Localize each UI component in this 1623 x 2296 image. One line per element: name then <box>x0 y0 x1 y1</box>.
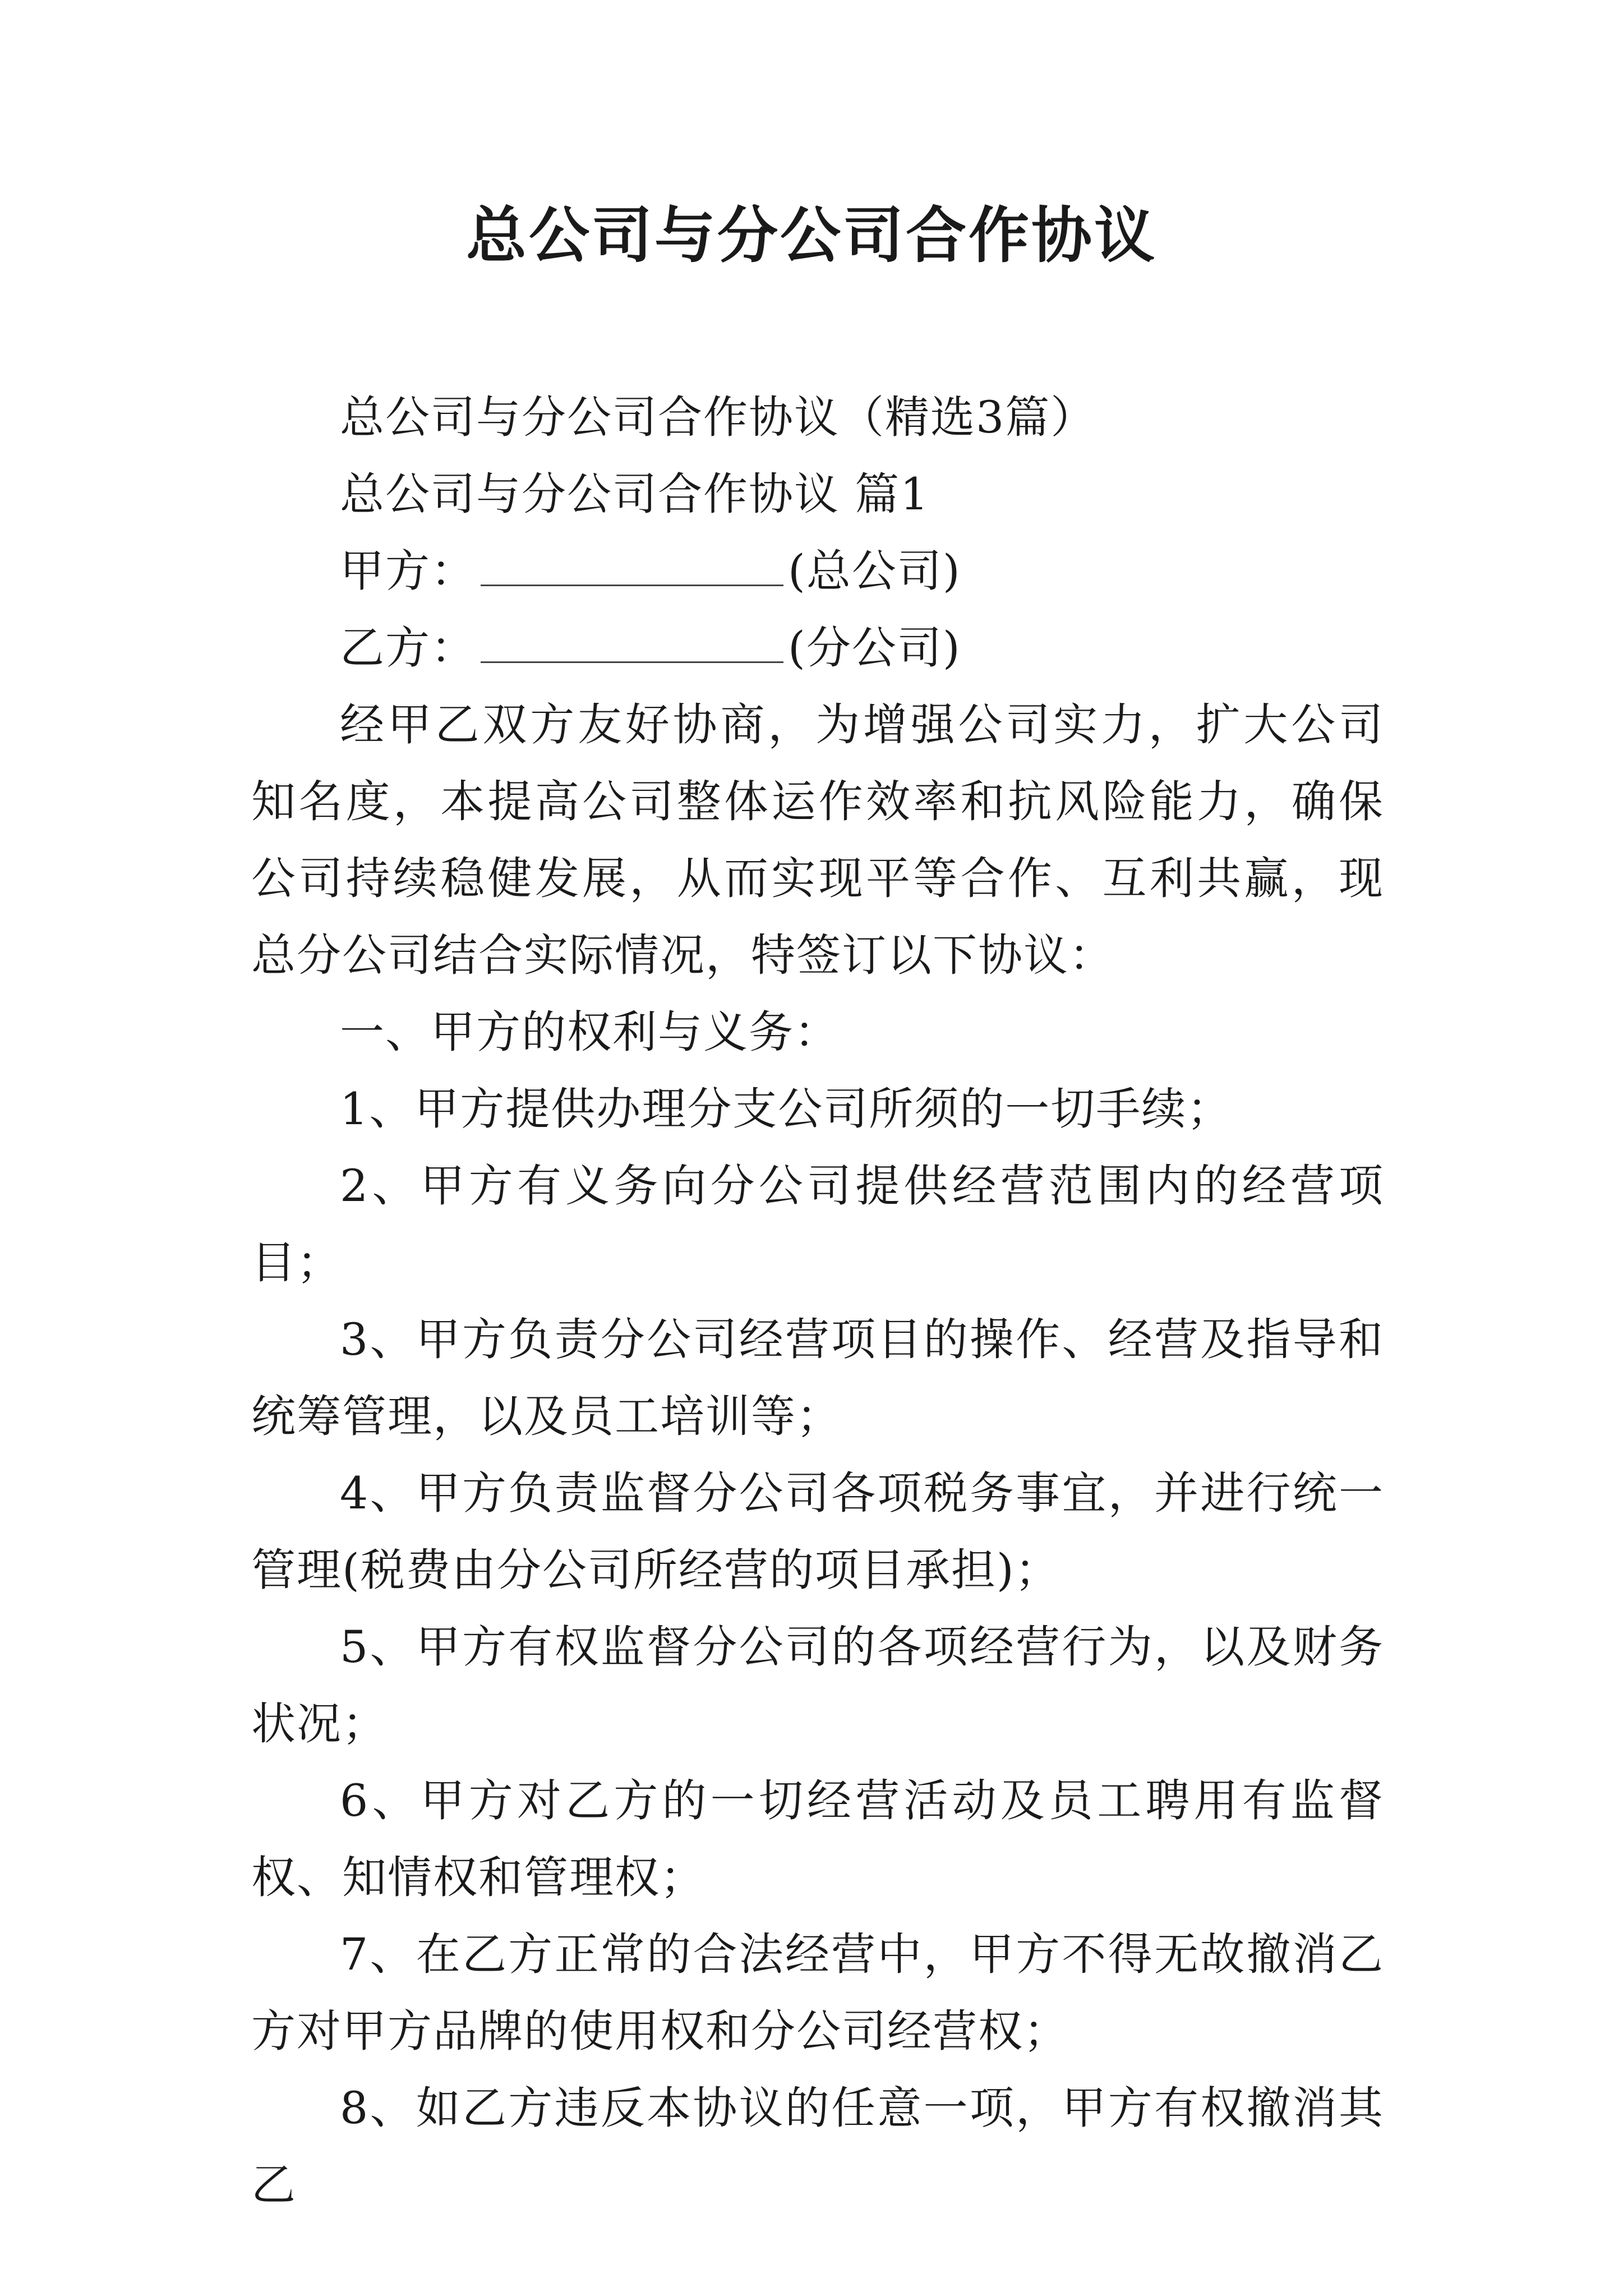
party-b-line <box>251 610 1384 687</box>
clause-2: 2、甲方有义务向分公司提供经营范围内的经营项目； <box>251 1160 1384 1289</box>
party-a-suffix: (总公司) <box>788 545 961 597</box>
heading-collection: 总公司与分公司合作协议（精选3篇） <box>340 392 1096 443</box>
party-b-label: 乙方： <box>340 622 476 674</box>
paragraph-intro: 经甲乙双方友好协商，为增强公司实力，扩大公司知名度，本提高公司整体运作效率和抗风险能力，确保公司持续稳健发展，从而实现平等合作、互利共赢，现总分公司结合实际情况，特签订以下协议： <box>251 699 1384 981</box>
heading-part: 总公司与分公司合作协议 篇1 <box>340 468 930 520</box>
document-title: 总公司与分公司合作协议 <box>465 200 1157 271</box>
party-b-suffix: (分公司) <box>788 622 961 674</box>
party-a-line <box>251 533 1384 610</box>
clause-5: 5、甲方有权监督分公司的各项经营行为，以及财务状况； <box>251 1621 1384 1750</box>
document-body <box>251 379 1384 2224</box>
clause-3: 3、甲方负责分公司经营项目的操作、经营及指导和统筹管理，以及员工培训等； <box>251 1314 1384 1442</box>
clause-7: 7、在乙方正常的合法经营中，甲方不得无故撤消乙方对甲方品牌的使用权和分公司经营权； <box>251 1929 1384 2057</box>
party-b-blank <box>481 627 783 663</box>
clause-1: 1、甲方提供办理分支公司所须的一切手续； <box>340 1083 1233 1135</box>
clause-6: 6、甲方对乙方的一切经营活动及员工聘用有监督权、知情权和管理权； <box>251 1775 1384 1903</box>
section-heading-party-a: 一、甲方的权利与义务： <box>340 1006 840 1058</box>
clause-4: 4、甲方负责监督分公司各项税务事宜，并进行统一管理(税费由分公司所经营的项目承担)； <box>251 1467 1384 1596</box>
party-a-blank <box>481 550 783 586</box>
party-a-label: 甲方： <box>340 545 476 597</box>
clause-8: 8、如乙方违反本协议的任意一项，甲方有权撤消其乙 <box>251 2082 1384 2211</box>
